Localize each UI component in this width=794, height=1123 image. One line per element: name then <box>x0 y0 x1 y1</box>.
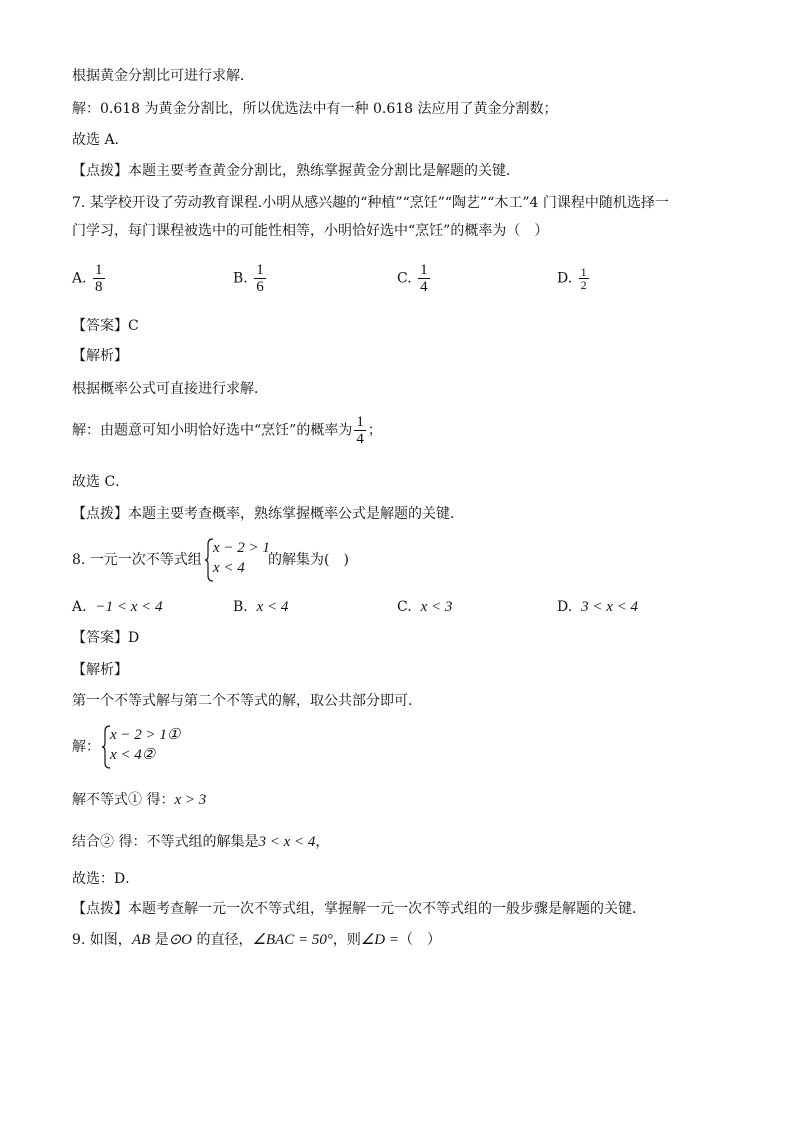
text-line: 解：0.618 为黄金分割比，所以优选法中有一种 0.618 法应用了黄金分割数； <box>72 101 558 117</box>
option-c: C. x < 3 <box>397 599 453 615</box>
option-d <box>557 266 591 291</box>
option-label: D. <box>557 270 573 287</box>
text-line: 故选 C． <box>72 474 130 490</box>
text-line: 根据概率公式可直接进行求解． <box>72 381 268 397</box>
fraction: $\frac{1}{8}$ <box>95 262 103 295</box>
solution-prefix: 解： <box>72 739 100 755</box>
inequality-system: x − 2 > 1① x < 4② <box>110 727 181 763</box>
option-c <box>397 262 432 295</box>
option-label: B. <box>233 270 248 287</box>
text-line: 故选 A． <box>72 132 129 148</box>
fraction: $\frac{1}{6}$ <box>256 262 264 295</box>
option-label: A. <box>72 270 87 287</box>
analysis-label: 【解析】 <box>72 348 128 364</box>
text-line: 第一个不等式解与第二个不等式的解，取公共部分即可. <box>72 693 413 709</box>
question-8-stem-prefix: 8. 一元一次不等式组 <box>72 552 202 568</box>
question-7-stem: 门学习，每门课程被选中的可能性相等，小明恰好选中“烹饪”的概率为（ ） <box>72 223 549 239</box>
question-8-stem-suffix: 的解集为( ) <box>268 552 349 568</box>
text-line: 根据黄金分割比可进行求解． <box>72 68 254 84</box>
option-a: A. −1 < x < 4 <box>72 599 163 615</box>
fraction: $\frac{1}{2}$ <box>580 265 587 292</box>
text-line: 【点拨】本题考查解一元一次不等式组，掌握解一元一次不等式组的一般步骤是解题的关键． <box>72 901 646 917</box>
solution-line: 结合② 得：不等式组的解集是3 < x < 4， <box>72 834 330 850</box>
inequality-system: x − 2 > 1 x < 4 <box>213 540 270 576</box>
answer-label: 【答案】D <box>72 630 140 646</box>
option-label: C. <box>397 270 412 287</box>
answer-label: 【答案】C <box>72 318 139 334</box>
solution-line: 解：由题意可知小明恰好选中“烹饪”的概率为 $\frac{1}{4}$ ； <box>72 414 382 447</box>
text-line: 【点拨】本题主要考查黄金分割比，熟练掌握黄金分割比是解题的关键． <box>72 163 520 179</box>
solution-line: 解不等式① 得：x > 3 <box>72 792 207 808</box>
analysis-label: 【解析】 <box>72 662 128 678</box>
question-9-stem: 9. 如图，AB 是⊙O 的直径，∠BAC = 50°，则∠D =（ ） <box>72 932 442 948</box>
text-line: 【点拨】本题主要考查概率，熟练掌握概率公式是解题的关键． <box>72 506 464 522</box>
fraction: $\frac{1}{4}$ <box>420 262 428 295</box>
question-7-stem: 7. 某学校开设了劳动教育课程.小明从感兴趣的“种植”“烹饪”“陶艺”“木工”4 门课程中随机选择一 <box>72 195 669 211</box>
option-b <box>233 262 268 295</box>
option-d: D. 3 < x < 4 <box>557 599 638 615</box>
option-b: B. x < 4 <box>233 599 289 615</box>
text-line: 故选：D． <box>72 871 140 887</box>
option-a <box>72 262 107 295</box>
fraction: $\frac{1}{4}$ <box>356 414 364 447</box>
